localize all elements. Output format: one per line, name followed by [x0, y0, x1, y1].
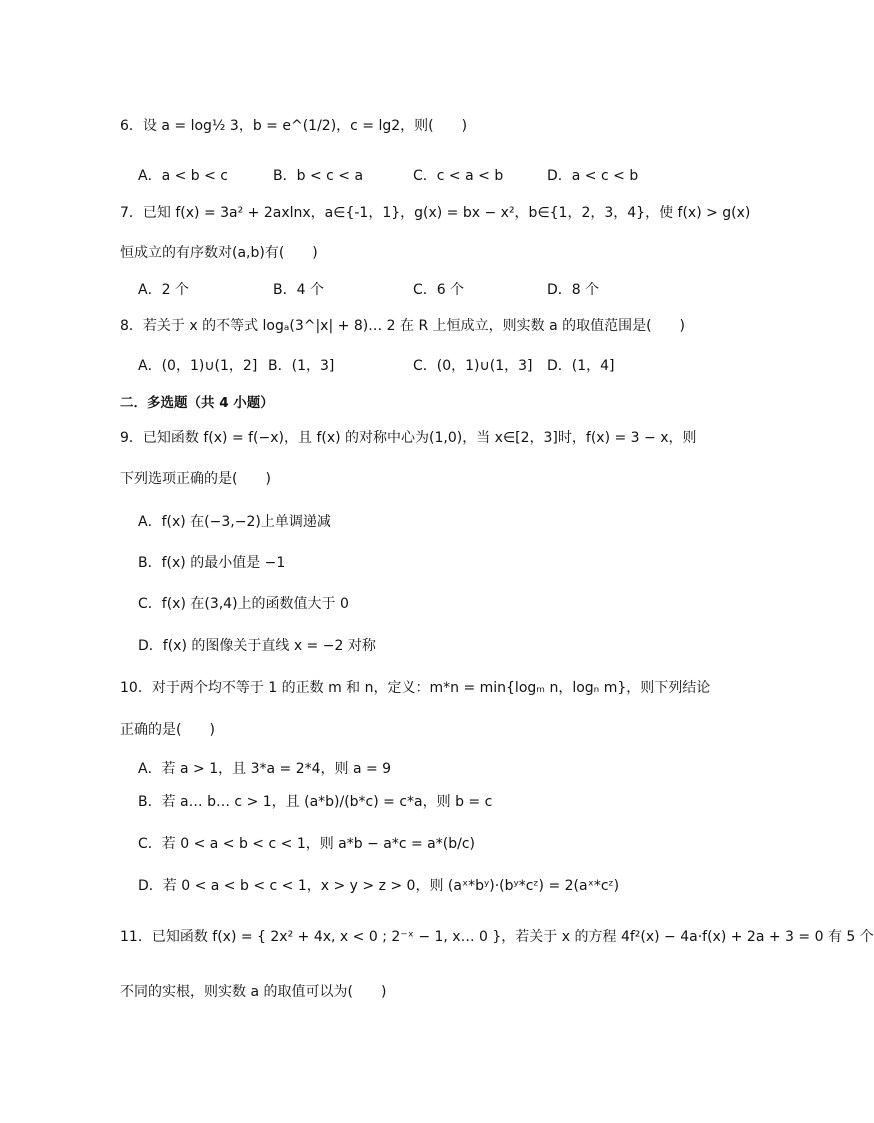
q7-line2: 恒成立的有序数对(a,b)有( ) [120, 245, 318, 261]
q10-line1: 10．对于两个均不等于 1 的正数 m 和 n，定义：m*n = min{logₘ n，logₙ m}，则下列结论 [120, 680, 711, 696]
q8-option-c: C．(0，1)∪(1，3] [413, 358, 533, 374]
q9-option-a: A．f(x) 在(−3,−2)上单调递减 [138, 514, 331, 530]
q7-line1: 7．已知 f(x) = 3a² + 2axlnx，a∈{-1，1}，g(x) = bx − x²，b∈{1，2，3，4}，使 f(x) > g(x) [120, 205, 751, 221]
q7-option-d: D．8 个 [547, 282, 600, 298]
q8-option-a: A．(0，1)∪(1，2] [138, 358, 258, 374]
q8-option-d: D．(1，4] [547, 358, 615, 374]
q9-option-d: D．f(x) 的图像关于直线 x = −2 对称 [138, 638, 376, 654]
q10-option-a: A．若 a > 1，且 3*a = 2*4，则 a = 9 [138, 761, 392, 777]
q11-line1: 11．已知函数 f(x) = { 2x² + 4x, x < 0 ; 2⁻ˣ − 1, x… 0 }，若关于 x 的方程 4f²(x) − 4a·f(x) + 2a + 3 = 0 有 5 个 [120, 929, 874, 945]
q9-option-c: C．f(x) 在(3,4)上的函数值大于 0 [138, 596, 349, 612]
q9-option-b: B．f(x) 的最小值是 −1 [138, 555, 286, 571]
q7-option-b: B．4 个 [273, 282, 324, 298]
q10-option-c: C．若 0 < a < b < c < 1，则 a*b − a*c = a*(b/c) [138, 836, 475, 852]
q10-option-b: B．若 a… b… c > 1，且 (a*b)/(b*c) = c*a，则 b = c [138, 794, 493, 810]
q11-line2: 不同的实根，则实数 a 的取值可以为( ) [120, 984, 387, 1000]
q6-option-d: D．a < c < b [547, 168, 639, 184]
section-heading-multiple-choice: 二．多选题（共 4 小题） [120, 395, 274, 411]
q8-text: 8．若关于 x 的不等式 logₐ(3^|x| + 8)… 2 在 R 上恒成立，则实数 a 的取值范围是( ) [120, 318, 686, 334]
q6-option-c: C．c < a < b [413, 168, 504, 184]
q6-option-a: A．a < b < c [138, 168, 229, 184]
q7-option-c: C．6 个 [413, 282, 465, 298]
q6-text: 6．设 a = log½ 3，b = e^(1/2)，c = lg2，则( ) [120, 118, 468, 134]
q8-option-b: B．(1，3] [268, 358, 335, 374]
q9-line2: 下列选项正确的是( ) [120, 471, 271, 487]
q6-option-b: B．b < c < a [273, 168, 364, 184]
q10-line2: 正确的是( ) [120, 722, 215, 738]
q9-line1: 9．已知函数 f(x) = f(−x)，且 f(x) 的对称中心为(1,0)，当 x∈[2，3]时，f(x) = 3 − x，则 [120, 430, 697, 446]
q10-option-d: D．若 0 < a < b < c < 1，x > y > z > 0，则 (aˣ*bʸ)·(bʸ*cᶻ) = 2(aˣ*cᶻ) [138, 878, 620, 894]
q7-option-a: A．2 个 [138, 282, 189, 298]
